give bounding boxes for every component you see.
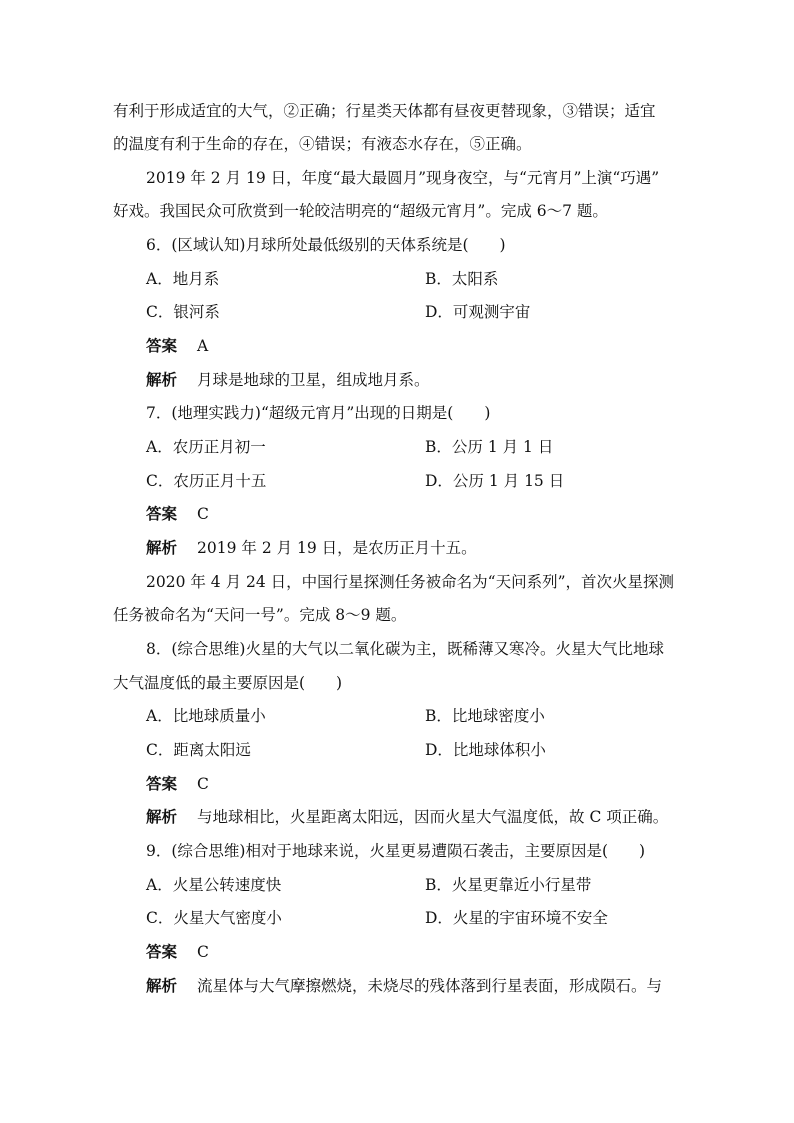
analysis-text: 流星体与大气摩擦燃烧，未烧尽的残体落到行星表面，形成陨石。与 (197, 977, 663, 995)
q9-answer (146, 942, 209, 962)
q7-option-c: C．农历正月十五 (146, 472, 267, 490)
answer-value: C (197, 943, 209, 961)
analysis-text: 2019 年 2 月 19 日，是农历正月十五。 (197, 539, 477, 557)
q6-analysis (146, 370, 430, 390)
answer-label: 答案 (146, 336, 178, 355)
q8-option-c: C．距离太阳远 (146, 741, 251, 759)
q9-option-b: B．火星更靠近小行星带 (425, 876, 592, 894)
passage2-line-1: 2020 年 4 月 24 日，中国行星探测任务被命名为“天问系列”，首次火星探测 (146, 573, 675, 591)
q6-option-d: D．可观测宇宙 (425, 303, 531, 321)
passage1-line-1: 2019 年 2 月 19 日，年度“最大最圆月”现身夜空，与“元宵月”上演“巧遇” (146, 169, 660, 187)
answer-label: 答案 (146, 774, 178, 793)
q9-option-c: C．火星大气密度小 (146, 909, 282, 927)
q7-stem: 7．(地理实践力)“超级元宵月”出现的日期是( ) (146, 404, 491, 422)
q7-option-b: B．公历 1 月 1 日 (425, 438, 554, 456)
q7-answer (146, 504, 209, 524)
q8-answer (146, 774, 209, 794)
q8-option-a: A．比地球质量小 (146, 707, 266, 725)
passage1-line-2: 好戏。我国民众可欣赏到一轮皎洁明亮的“超级元宵月”。完成 6～7 题。 (113, 202, 608, 220)
q6-answer (146, 336, 208, 356)
answer-label: 答案 (146, 942, 178, 961)
q6-stem: 6．(区域认知)月球所处最低级别的天体系统是( ) (146, 236, 506, 254)
analysis-text: 月球是地球的卫星，组成地月系。 (197, 371, 430, 389)
analysis-label: 解析 (146, 370, 178, 389)
answer-value: C (197, 505, 209, 523)
q9-option-a: A．火星公转速度快 (146, 876, 282, 894)
q8-analysis (146, 807, 668, 827)
q7-option-d: D．公历 1 月 15 日 (425, 472, 565, 490)
q6-option-b: B．太阳系 (425, 270, 499, 288)
q6-option-a: A．地月系 (146, 270, 220, 288)
q7-analysis (146, 538, 477, 558)
analysis-text: 与地球相比，火星距离太阳远，因而火星大气温度低，故 C 项正确。 (197, 808, 669, 826)
analysis-label: 解析 (146, 976, 178, 995)
analysis-label: 解析 (146, 807, 178, 826)
answer-value: A (197, 337, 209, 355)
analysis-label: 解析 (146, 538, 178, 557)
q9-stem: 9．(综合思维)相对于地球来说，火星更易遭陨石袭击，主要原因是( ) (146, 842, 646, 860)
q9-option-d: D．火星的宇宙环境不安全 (425, 909, 608, 927)
q7-option-a: A．农历正月初一 (146, 438, 266, 456)
q6-option-c: C．银河系 (146, 303, 220, 321)
answer-label: 答案 (146, 504, 178, 523)
q8-stem-line-1: 8．(综合思维)火星的大气以二氧化碳为主，既稀薄又寒冷。火星大气比地球 (146, 640, 664, 658)
q8-option-d: D．比地球体积小 (425, 741, 546, 759)
answer-value: C (197, 775, 209, 793)
intro-line-2: 的温度有利于生命的存在，④错误；有液态水存在，⑤正确。 (113, 135, 532, 153)
passage2-line-2: 任务被命名为“天问一号”。完成 8～9 题。 (113, 606, 407, 624)
q8-option-b: B．比地球密度小 (425, 707, 545, 725)
q8-stem-line-2: 大气温度低的最主要原因是( ) (113, 674, 343, 692)
intro-line-1: 有利于形成适宜的大气，②正确；行星类天体都有昼夜更替现象，③错误；适宜 (113, 102, 656, 120)
q9-analysis (146, 976, 662, 996)
